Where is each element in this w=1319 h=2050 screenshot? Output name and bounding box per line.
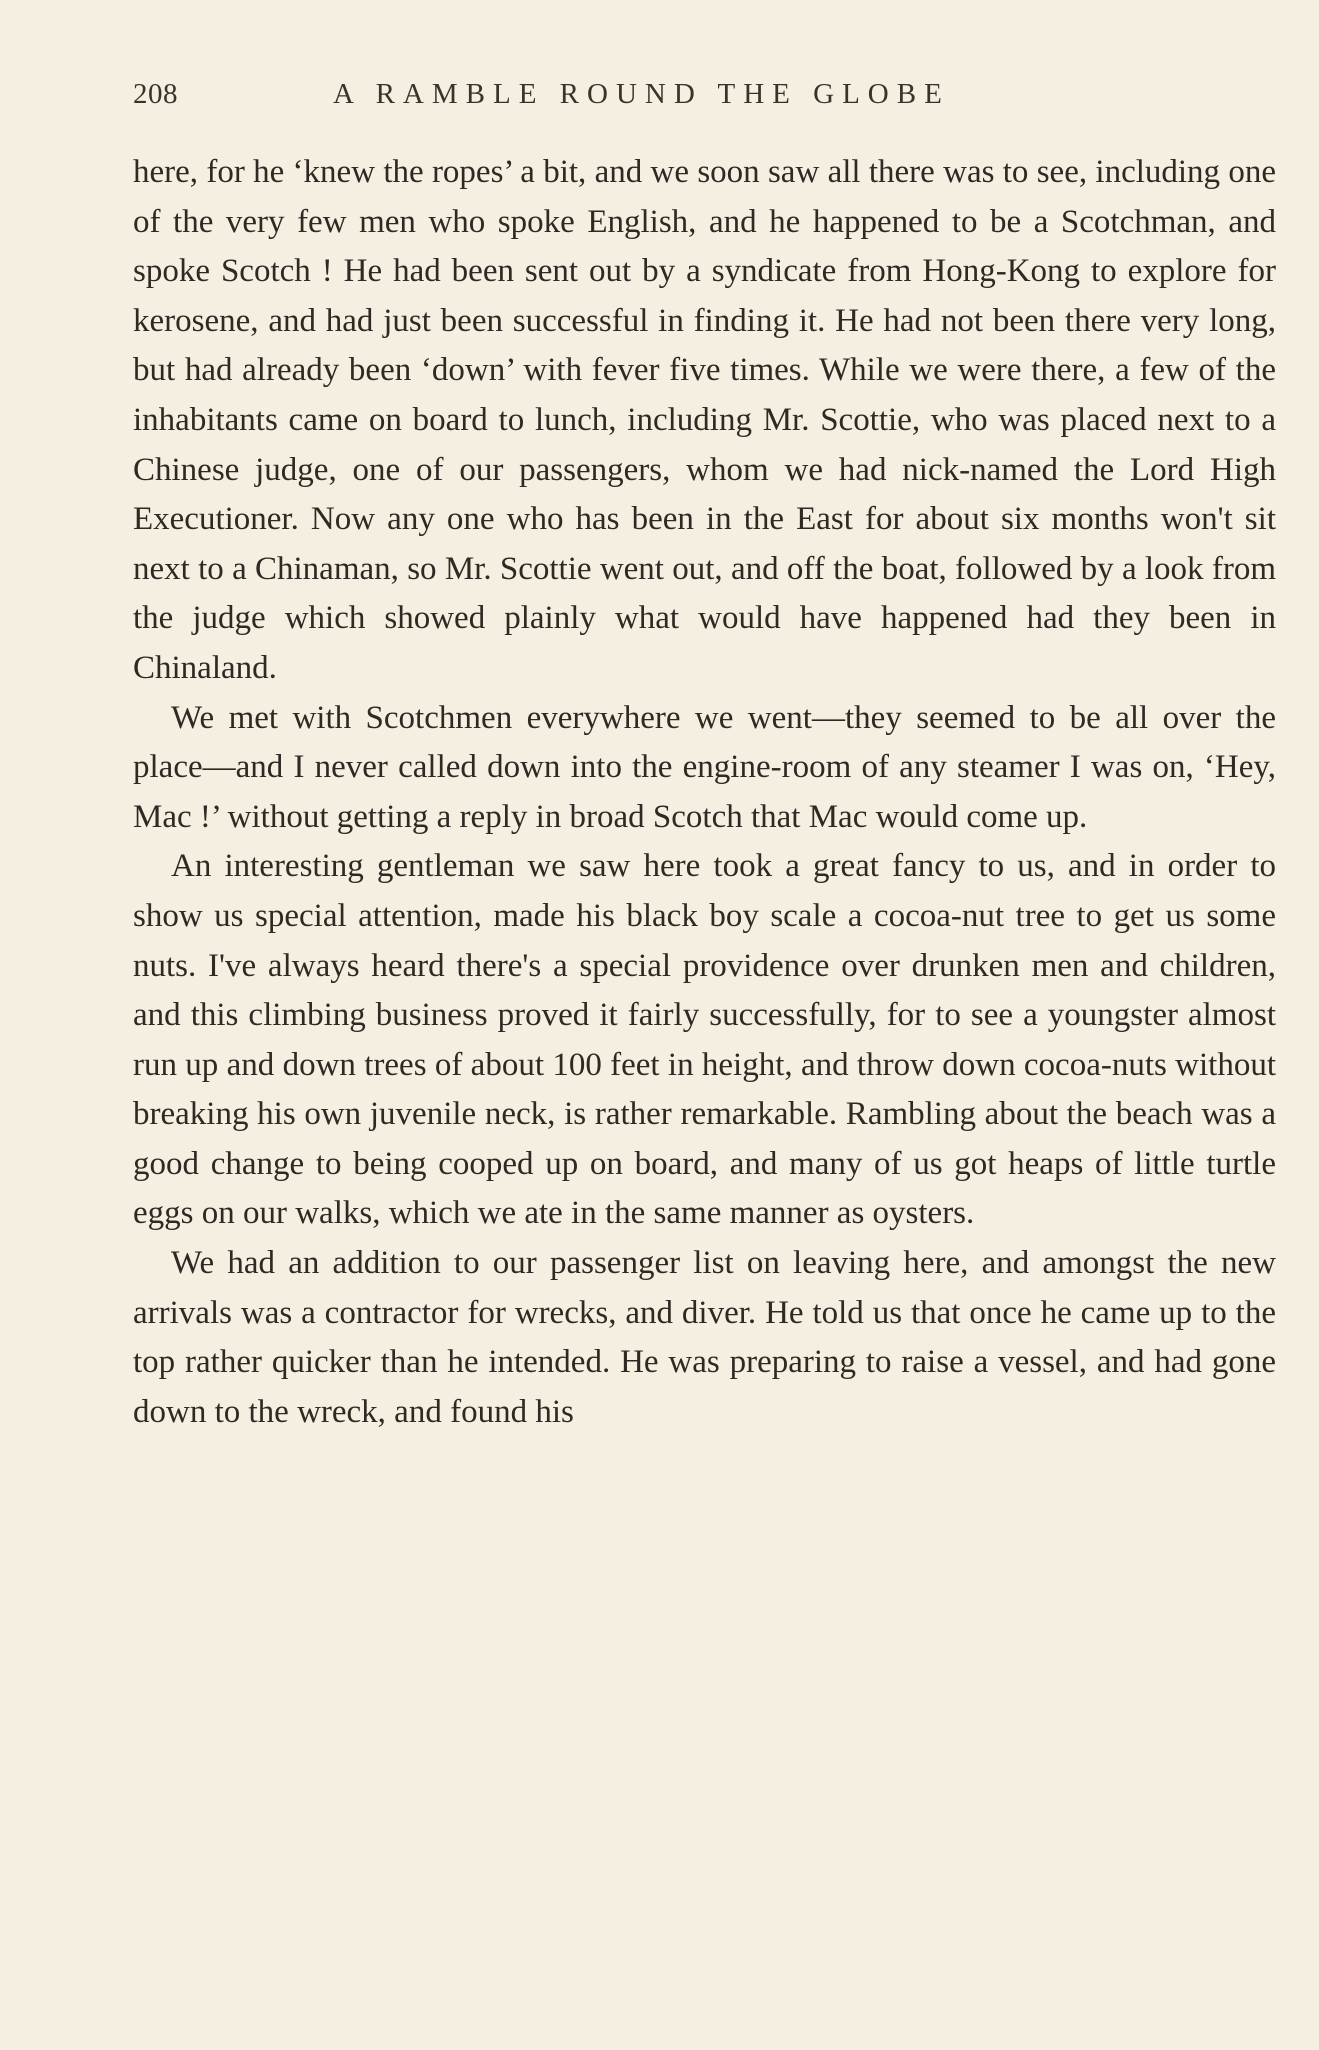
page-header <box>133 78 1278 118</box>
paragraph-continuation: here, for he ‘knew the ropes’ a bit, and we soon saw all there was to see, including one of the very few men who spoke English, and he happened to be a Scotchman, and spoke Scotch ! He had been sent out by a syndicate from Hong-Kong to explore for kerosene, and had just been successful in finding it. He had not been there very long, but had already been ‘down’ with fever five times. While we were there, a few of the inhabitants came on board to lunch, including Mr. Scottie, who was placed next to a Chinese judge, one of our passengers, whom we had nick-named the Lord High Executioner. Now any one who has been in the East for about six months won't sit next to a Chinaman, so Mr. Scottie went out, and off the boat, followed by a look from the judge which showed plainly what would have happened had they been in Chinaland. <box>133 154 1276 686</box>
paragraph-cocoa-nut: An interesting gentleman we saw here took a great fancy to us, and in order to show us special attention, made his black boy scale a cocoa-nut tree to get us some nuts. I've always heard there's a special providence over drunken men and children, and this climbing business proved it fairly successfully, for to see a youngster almost run up and down trees of about 100 feet in height, and throw down cocoa-nuts without breaking his own juvenile neck, is rather remarkable. Rambling about the beach was a good change to being cooped up on board, and many of us got heaps of little turtle eggs on our walks, which we ate in the same manner as oysters. <box>133 848 1276 1232</box>
running-head: A RAMBLE ROUND THE GLOBE <box>333 78 950 110</box>
page-number: 208 <box>133 78 178 110</box>
body-text <box>133 148 1276 1437</box>
paragraph-diver: We had an addition to our passenger list on leaving here, and amongst the new arrivals was a contractor for wrecks, and diver. He told us that once he came up to the top rather quicker than he intended. He was preparing to raise a vessel, and had gone down to the wreck, and found his <box>133 1245 1276 1430</box>
paragraph-scotchmen: We met with Scotchmen everywhere we went—they seemed to be all over the place—and I never called down into the engine-room of any steamer I was on, ‘Hey, Mac !’ without getting a reply in broad Scotch that Mac would come up. <box>133 699 1276 835</box>
